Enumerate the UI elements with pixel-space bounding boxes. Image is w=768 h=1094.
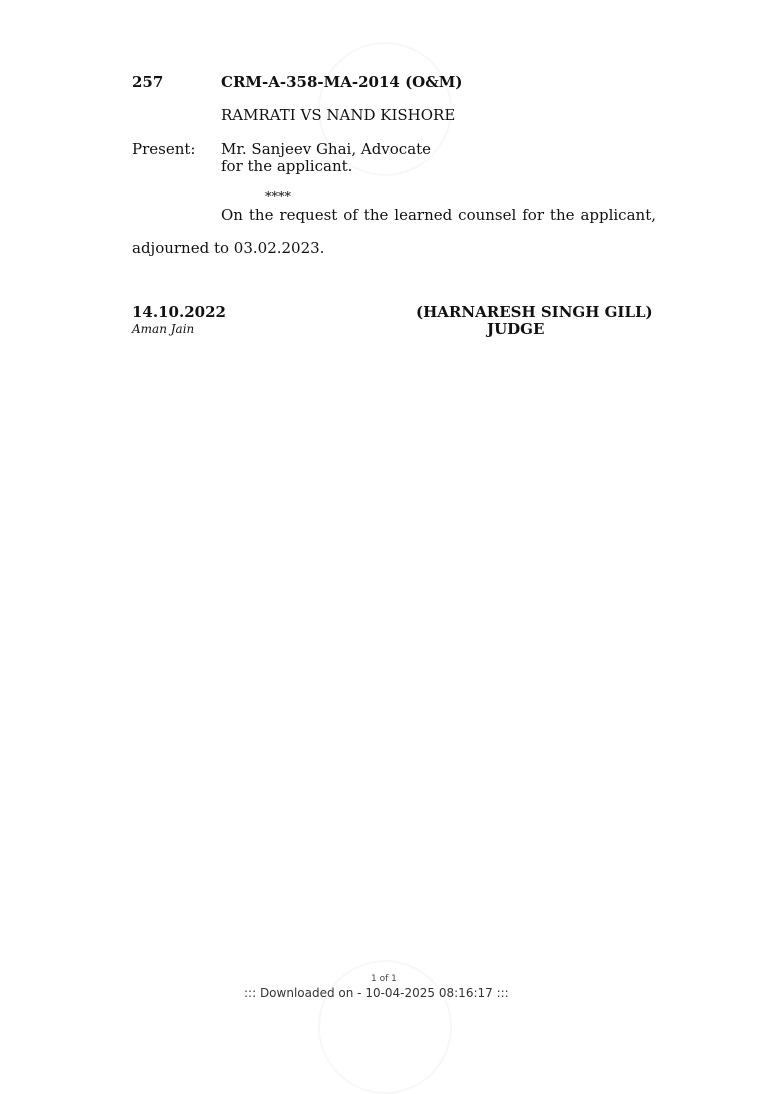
present-label: Present: [132,140,196,158]
separator-stars: **** [265,190,291,205]
present-for: for the applicant. [221,157,353,175]
case-parties: RAMRATI VS NAND KISHORE [221,106,456,124]
case-number: CRM-A-358-MA-2014 (O&M) [221,73,463,91]
case-serial: 257 [132,73,164,91]
present-counsel: Mr. Sanjeev Ghai, Advocate [221,140,432,158]
download-stamp: ::: Downloaded on - 10-04-2025 08:16:17 ::: [244,986,509,1000]
judge-name: (HARNARESH SINGH GILL) [416,303,653,321]
page-number: 1 of 1 [371,974,397,984]
order-date: 14.10.2022 [132,303,226,321]
clerk-name: Aman Jain [132,322,195,336]
order-text-line2: adjourned to 03.02.2023. [132,239,325,257]
judge-title: JUDGE [487,320,545,338]
order-text-line1: On the request of the learned counsel for the applicant, [221,206,656,224]
